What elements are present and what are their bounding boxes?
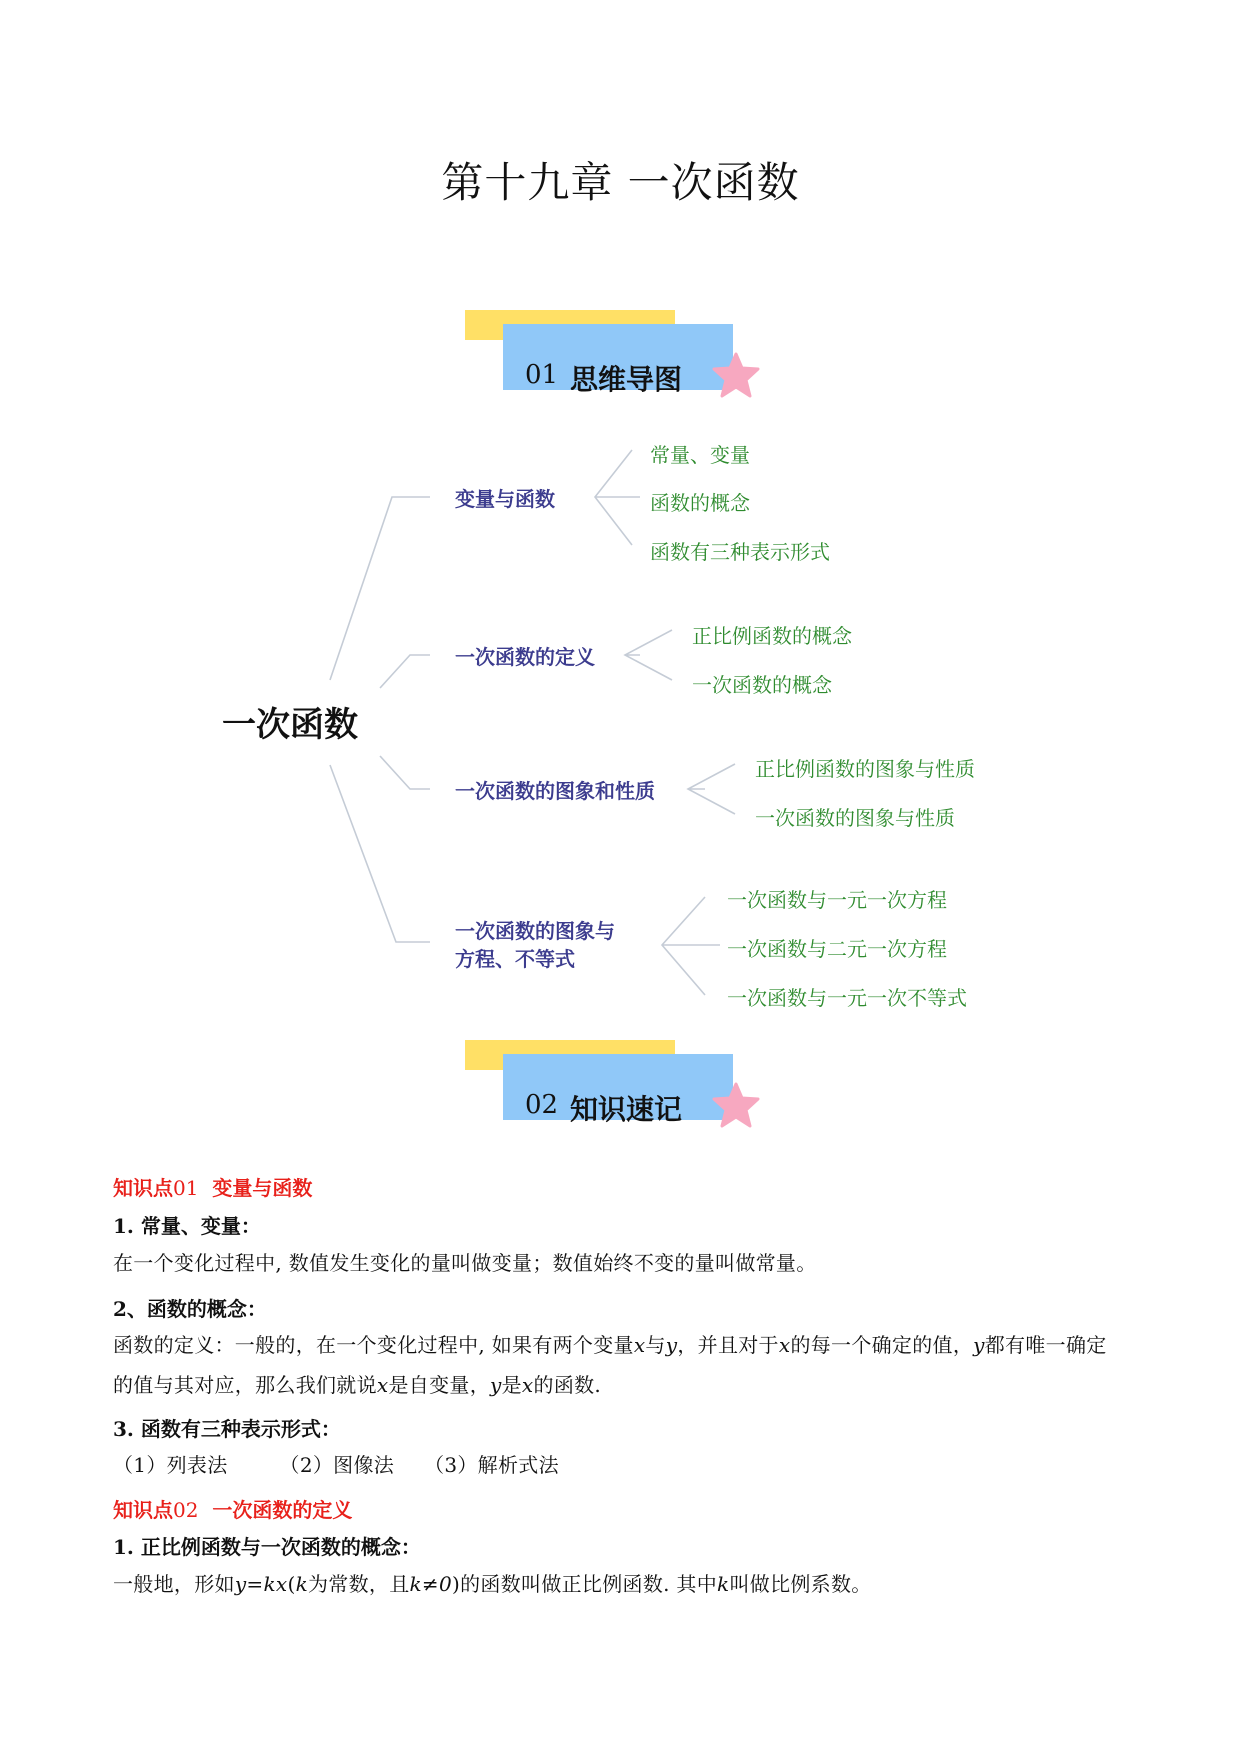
var-x: x [521, 1373, 534, 1397]
mindmap-branch-4-line1: 一次函数的图象与 [455, 919, 615, 943]
method-graph: （2）图像法 [279, 1453, 395, 1477]
text: 是 [501, 1373, 522, 1397]
subsection-title: 2、函数的概念： [113, 1297, 267, 1321]
var-y: y [973, 1333, 985, 1357]
var-x: x [376, 1373, 389, 1397]
mm-line-root-b4 [330, 765, 430, 942]
subsection-title: 1. 正比例函数与一次函数的概念： [113, 1535, 421, 1559]
text: 为常数，且 [308, 1572, 410, 1596]
page-title: 第十九章 一次函数 [441, 158, 800, 207]
mm-line-b2-leaves [625, 630, 672, 680]
kp-prefix: 知识点 [113, 1498, 173, 1522]
mindmap-leaf: 一次函数与一元一次方程 [727, 888, 947, 912]
mm-line-b4-leaves [662, 897, 720, 995]
var-x: x [633, 1333, 646, 1357]
paragraph: 在一个变化过程中, 数值发生变化的量叫做变量；数值始终不变的量叫做常量。 [113, 1251, 817, 1275]
method-table: （1）列表法 [113, 1453, 228, 1477]
mindmap-leaf: 一次函数与二元一次方程 [727, 937, 947, 961]
text: 函数的定义：一般的，在一个变化过程中, 如果有两个变量 [113, 1333, 634, 1357]
mindmap-branch-3: 一次函数的图象和性质 [455, 779, 655, 803]
text: ( [287, 1572, 296, 1596]
mindmap-leaf: 函数有三种表示形式 [650, 540, 830, 564]
text: 都有唯一确定的值与其对应，那么我们就说 [113, 1333, 1107, 1397]
paragraph [113, 1325, 1123, 1405]
paragraph [113, 1445, 1123, 1485]
mindmap-root: 一次函数 [222, 705, 358, 745]
text: 与 [645, 1333, 666, 1357]
mindmap-branch-4 [455, 917, 615, 973]
kp-title: 一次函数的定义 [212, 1498, 353, 1522]
kp-title: 变量与函数 [212, 1176, 313, 1200]
var-y: y [665, 1333, 678, 1357]
section-number: 01 [525, 360, 559, 390]
text: 叫做比例系数。 [729, 1572, 872, 1596]
kp-prefix: 知识点 [113, 1176, 173, 1200]
section-badge-notes [465, 1040, 765, 1135]
star-icon [712, 1082, 760, 1128]
text: )的函数叫做正比例函数. 其中 [452, 1572, 718, 1596]
mindmap-leaf: 正比例函数的概念 [692, 624, 852, 648]
var-y: y [490, 1373, 502, 1397]
mm-line-b1-leaves [595, 450, 640, 545]
condition: k≠0 [409, 1572, 453, 1596]
paragraph [113, 1564, 1123, 1604]
mindmap-leaf: 一次函数的图象与性质 [755, 806, 955, 830]
text: 的每一个确定的值， [790, 1333, 974, 1357]
mindmap-branch-1: 变量与函数 [455, 487, 555, 511]
mindmap-leaf: 一次函数的概念 [692, 673, 832, 697]
subsection-title: 1. 常量、变量： [113, 1214, 261, 1238]
var-k: k [717, 1572, 730, 1596]
section-number: 02 [525, 1090, 559, 1120]
mm-line-root-b1 [330, 497, 430, 680]
var-k: k [295, 1572, 308, 1596]
mindmap-branch-4-line2: 方程、不等式 [455, 947, 575, 971]
section-label: 知识速记 [570, 1093, 683, 1126]
section-label: 思维导图 [570, 363, 683, 396]
method-formula: （3）解析式法 [424, 1453, 559, 1477]
mindmap-leaf: 常量、变量 [650, 443, 750, 467]
var-x: x [778, 1333, 791, 1357]
text: 的函数. [533, 1373, 602, 1397]
mm-line-root-b3 [380, 756, 430, 789]
formula: y=kx [234, 1572, 288, 1596]
knowledge-point-heading [113, 1494, 352, 1523]
kp-number: 01 [173, 1176, 199, 1200]
knowledge-point-heading [113, 1172, 312, 1201]
text: 一般地，形如 [113, 1572, 235, 1596]
mm-line-b3-leaves [688, 764, 735, 814]
text: 是自变量， [388, 1373, 490, 1397]
mindmap-leaf: 函数的概念 [650, 491, 750, 515]
mm-line-root-b2 [380, 655, 430, 688]
mindmap-leaf: 一次函数与一元一次不等式 [727, 986, 967, 1010]
text: ，并且对于 [677, 1333, 779, 1357]
mindmap-branch-2: 一次函数的定义 [455, 645, 595, 669]
kp-number: 02 [173, 1498, 199, 1522]
mindmap-leaf: 正比例函数的图象与性质 [755, 757, 975, 781]
subsection-title: 3. 函数有三种表示形式： [113, 1417, 341, 1441]
